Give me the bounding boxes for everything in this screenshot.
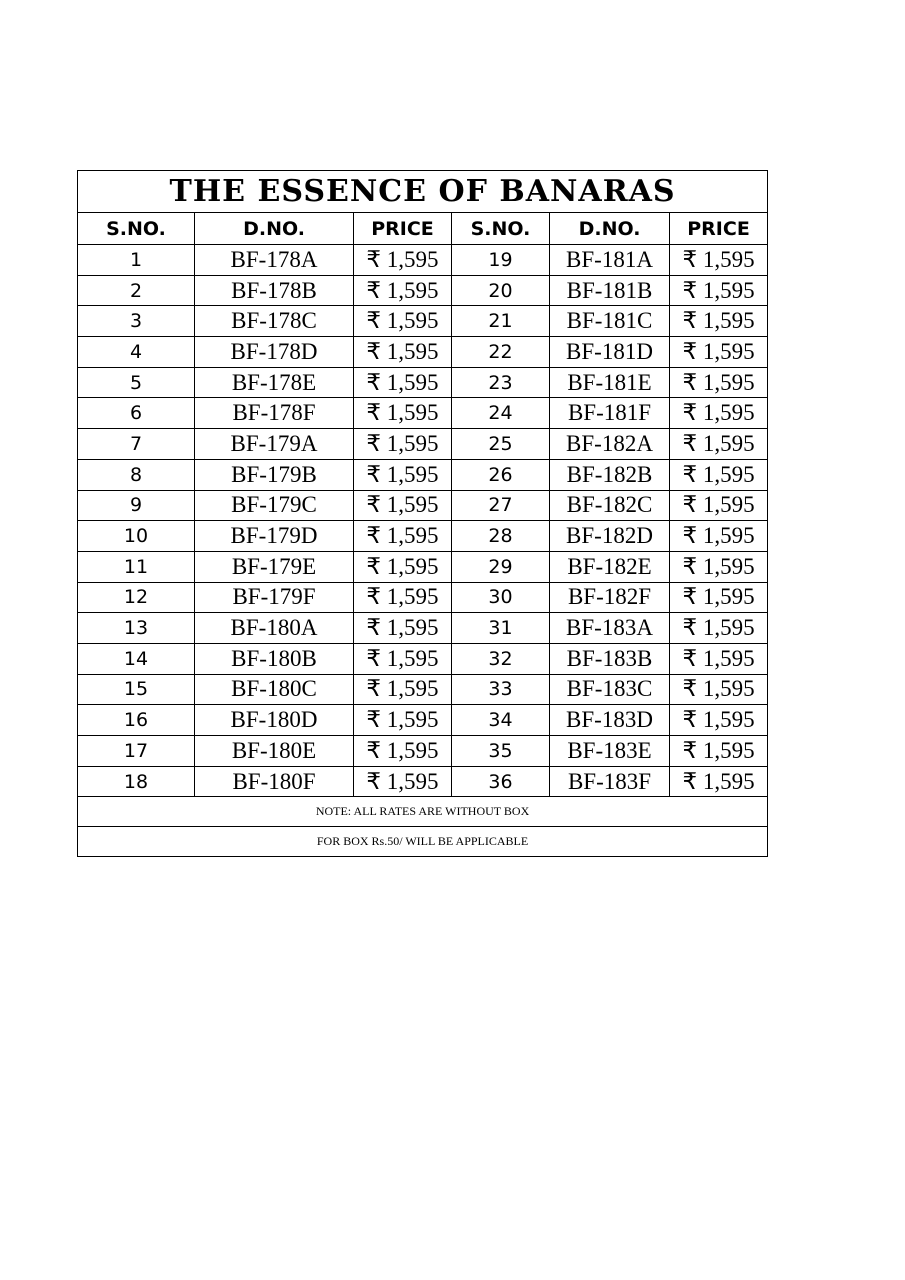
cell-price-right: ₹ 1,595	[670, 643, 768, 674]
cell-price-left: ₹ 1,595	[354, 245, 452, 276]
cell-sno-left: 18	[78, 766, 195, 797]
title-row	[78, 171, 768, 213]
table-row	[78, 736, 768, 767]
cell-price-right: ₹ 1,595	[670, 367, 768, 398]
cell-sno-right: 21	[452, 306, 550, 337]
cell-dno-right: BF-182B	[550, 459, 670, 490]
table-row	[78, 490, 768, 521]
cell-sno-left: 7	[78, 429, 195, 460]
cell-price-right: ₹ 1,595	[670, 551, 768, 582]
cell-dno-right: BF-181D	[550, 337, 670, 368]
cell-price-left: ₹ 1,595	[354, 521, 452, 552]
cell-price-right: ₹ 1,595	[670, 275, 768, 306]
cell-dno-left: BF-178E	[195, 367, 354, 398]
note-row	[78, 827, 768, 857]
cell-sno-left: 16	[78, 705, 195, 736]
cell-price-right: ₹ 1,595	[670, 398, 768, 429]
cell-sno-left: 14	[78, 643, 195, 674]
cell-dno-right: BF-181E	[550, 367, 670, 398]
cell-dno-left: BF-178D	[195, 337, 354, 368]
cell-sno-right: 32	[452, 643, 550, 674]
table-row	[78, 705, 768, 736]
cell-sno-right: 34	[452, 705, 550, 736]
cell-price-right: ₹ 1,595	[670, 705, 768, 736]
table-row	[78, 551, 768, 582]
cell-dno-left: BF-179E	[195, 551, 354, 582]
cell-price-left: ₹ 1,595	[354, 490, 452, 521]
cell-sno-left: 11	[78, 551, 195, 582]
cell-sno-right: 28	[452, 521, 550, 552]
cell-sno-left: 3	[78, 306, 195, 337]
cell-price-right: ₹ 1,595	[670, 613, 768, 644]
price-list-body	[78, 171, 768, 857]
header-dno-right: D.NO.	[550, 213, 670, 245]
cell-sno-left: 8	[78, 459, 195, 490]
table-row	[78, 613, 768, 644]
cell-dno-right: BF-181F	[550, 398, 670, 429]
cell-dno-right: BF-181C	[550, 306, 670, 337]
cell-dno-right: BF-182A	[550, 429, 670, 460]
note-rates-text: NOTE: ALL RATES ARE WITHOUT BOX	[78, 797, 768, 827]
cell-dno-left: BF-180A	[195, 613, 354, 644]
cell-sno-left: 2	[78, 275, 195, 306]
cell-sno-right: 31	[452, 613, 550, 644]
cell-dno-right: BF-182F	[550, 582, 670, 613]
cell-sno-right: 25	[452, 429, 550, 460]
cell-price-left: ₹ 1,595	[354, 736, 452, 767]
table-row	[78, 521, 768, 552]
header-sno-left: S.NO.	[78, 213, 195, 245]
cell-price-left: ₹ 1,595	[354, 551, 452, 582]
table-row	[78, 459, 768, 490]
cell-dno-right: BF-182E	[550, 551, 670, 582]
cell-price-left: ₹ 1,595	[354, 306, 452, 337]
cell-price-left: ₹ 1,595	[354, 705, 452, 736]
cell-dno-left: BF-180F	[195, 766, 354, 797]
cell-price-right: ₹ 1,595	[670, 674, 768, 705]
cell-price-left: ₹ 1,595	[354, 398, 452, 429]
table-row	[78, 429, 768, 460]
header-row	[78, 213, 768, 245]
table-row	[78, 275, 768, 306]
price-list-title: THE ESSENCE OF BANARAS	[78, 171, 768, 213]
note-row	[78, 797, 768, 827]
cell-price-right: ₹ 1,595	[670, 429, 768, 460]
cell-dno-left: BF-178A	[195, 245, 354, 276]
cell-sno-right: 24	[452, 398, 550, 429]
cell-sno-right: 20	[452, 275, 550, 306]
cell-dno-left: BF-180B	[195, 643, 354, 674]
cell-sno-right: 23	[452, 367, 550, 398]
cell-dno-left: BF-179A	[195, 429, 354, 460]
cell-sno-left: 4	[78, 337, 195, 368]
cell-sno-left: 17	[78, 736, 195, 767]
cell-price-right: ₹ 1,595	[670, 766, 768, 797]
cell-sno-left: 6	[78, 398, 195, 429]
cell-sno-left: 5	[78, 367, 195, 398]
cell-sno-left: 15	[78, 674, 195, 705]
cell-price-left: ₹ 1,595	[354, 582, 452, 613]
cell-dno-right: BF-181B	[550, 275, 670, 306]
cell-dno-right: BF-183D	[550, 705, 670, 736]
cell-sno-right: 30	[452, 582, 550, 613]
cell-sno-right: 27	[452, 490, 550, 521]
cell-dno-right: BF-181A	[550, 245, 670, 276]
cell-price-left: ₹ 1,595	[354, 367, 452, 398]
price-list-table	[77, 170, 768, 857]
cell-sno-left: 10	[78, 521, 195, 552]
table-row	[78, 367, 768, 398]
cell-price-left: ₹ 1,595	[354, 429, 452, 460]
table-row	[78, 674, 768, 705]
cell-sno-right: 36	[452, 766, 550, 797]
cell-dno-left: BF-179B	[195, 459, 354, 490]
cell-price-left: ₹ 1,595	[354, 766, 452, 797]
cell-dno-left: BF-179C	[195, 490, 354, 521]
cell-sno-right: 19	[452, 245, 550, 276]
note-box-charge-text: FOR BOX Rs.50/ WILL BE APPLICABLE	[78, 827, 768, 857]
cell-price-right: ₹ 1,595	[670, 306, 768, 337]
cell-price-left: ₹ 1,595	[354, 613, 452, 644]
cell-sno-right: 26	[452, 459, 550, 490]
cell-price-right: ₹ 1,595	[670, 582, 768, 613]
cell-price-right: ₹ 1,595	[670, 245, 768, 276]
cell-sno-right: 33	[452, 674, 550, 705]
cell-dno-right: BF-183F	[550, 766, 670, 797]
cell-dno-left: BF-180E	[195, 736, 354, 767]
cell-sno-right: 29	[452, 551, 550, 582]
cell-sno-left: 1	[78, 245, 195, 276]
cell-dno-left: BF-178F	[195, 398, 354, 429]
cell-sno-right: 35	[452, 736, 550, 767]
cell-sno-left: 12	[78, 582, 195, 613]
cell-price-right: ₹ 1,595	[670, 490, 768, 521]
table-row	[78, 643, 768, 674]
cell-dno-right: BF-182C	[550, 490, 670, 521]
cell-dno-left: BF-178C	[195, 306, 354, 337]
table-row	[78, 766, 768, 797]
cell-sno-right: 22	[452, 337, 550, 368]
cell-sno-left: 13	[78, 613, 195, 644]
table-row	[78, 337, 768, 368]
cell-sno-left: 9	[78, 490, 195, 521]
cell-dno-right: BF-183C	[550, 674, 670, 705]
cell-price-left: ₹ 1,595	[354, 337, 452, 368]
table-row	[78, 582, 768, 613]
table-row	[78, 398, 768, 429]
cell-price-left: ₹ 1,595	[354, 643, 452, 674]
cell-dno-right: BF-183A	[550, 613, 670, 644]
header-price-left: PRICE	[354, 213, 452, 245]
cell-price-right: ₹ 1,595	[670, 337, 768, 368]
cell-price-left: ₹ 1,595	[354, 275, 452, 306]
table-row	[78, 306, 768, 337]
cell-dno-left: BF-178B	[195, 275, 354, 306]
cell-dno-right: BF-183E	[550, 736, 670, 767]
cell-dno-left: BF-179D	[195, 521, 354, 552]
table-row	[78, 245, 768, 276]
cell-dno-left: BF-180C	[195, 674, 354, 705]
cell-dno-right: BF-182D	[550, 521, 670, 552]
header-price-right: PRICE	[670, 213, 768, 245]
cell-price-right: ₹ 1,595	[670, 459, 768, 490]
header-dno-left: D.NO.	[195, 213, 354, 245]
header-sno-right: S.NO.	[452, 213, 550, 245]
cell-dno-right: BF-183B	[550, 643, 670, 674]
cell-price-right: ₹ 1,595	[670, 736, 768, 767]
cell-price-left: ₹ 1,595	[354, 674, 452, 705]
cell-price-right: ₹ 1,595	[670, 521, 768, 552]
cell-price-left: ₹ 1,595	[354, 459, 452, 490]
cell-dno-left: BF-180D	[195, 705, 354, 736]
cell-dno-left: BF-179F	[195, 582, 354, 613]
